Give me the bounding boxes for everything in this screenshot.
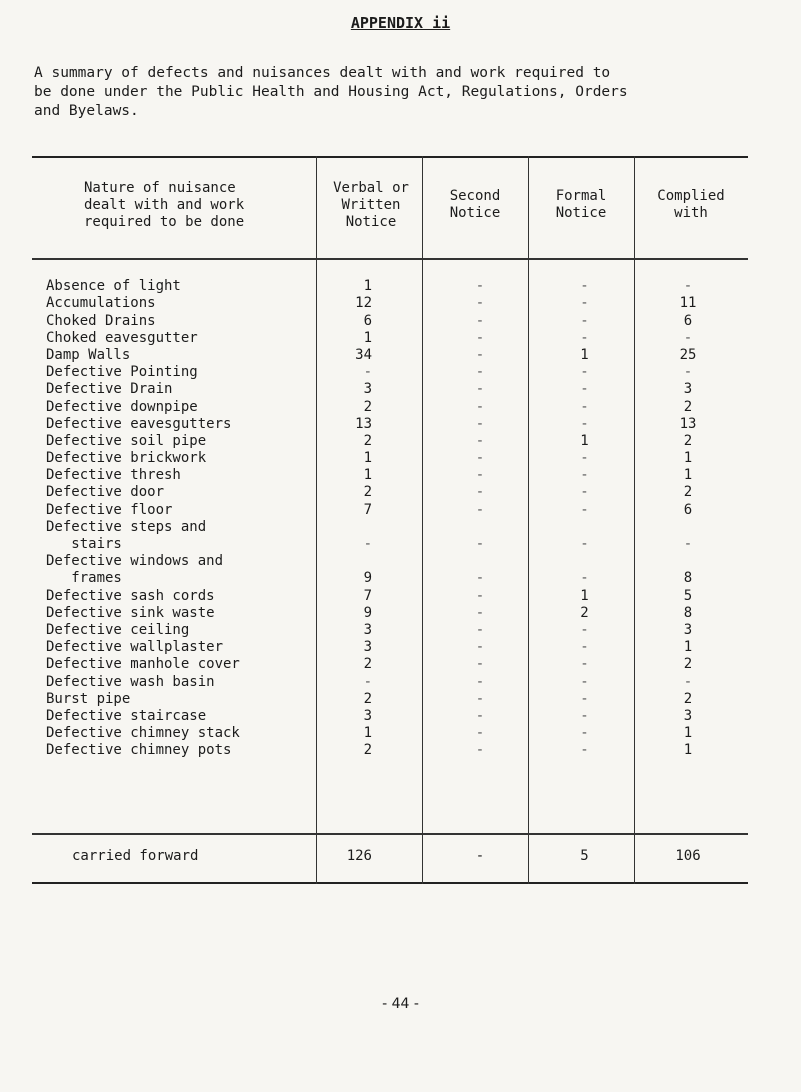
cell-verbal: 1	[363, 278, 372, 295]
cell-complied: 1	[683, 725, 693, 742]
cell-verbal: 2	[363, 432, 372, 449]
cell-complied: 11	[679, 295, 697, 312]
cell-nature: Defective staircase	[46, 707, 207, 724]
cell-nature: Damp Walls	[46, 346, 131, 363]
cell-verbal: 3	[363, 707, 372, 724]
cell-nature: Defective door	[46, 484, 165, 501]
cell-second: -	[475, 329, 485, 346]
cell-second: -	[475, 536, 485, 553]
cell-nature: Defective steps and stairs	[46, 519, 207, 553]
cell-verbal: 1	[363, 725, 372, 742]
cell-complied: 3	[683, 621, 693, 638]
cell-complied: -	[683, 364, 693, 381]
cell-formal: -	[580, 364, 589, 381]
cell-nature: Defective Drain	[46, 381, 173, 398]
cell-complied: 1	[683, 639, 693, 656]
cell-nature: Burst pipe	[46, 690, 131, 707]
cell-second: -	[475, 707, 485, 724]
cell-verbal: 13	[355, 415, 372, 432]
table-row	[32, 519, 748, 553]
cell-second: -	[475, 604, 485, 621]
cell-nature: Defective downpipe	[46, 398, 198, 415]
cell-verbal: -	[363, 673, 372, 690]
cell-verbal: 2	[363, 656, 372, 673]
cell-formal: -	[580, 639, 589, 656]
totals-label: carried forward	[72, 848, 199, 864]
table-row	[32, 450, 748, 467]
cell-complied: 2	[683, 656, 693, 673]
table-row	[32, 656, 748, 673]
cell-nature: Defective sink waste	[46, 604, 215, 621]
cell-complied: 1	[683, 467, 693, 484]
cell-complied: 2	[683, 484, 693, 501]
cell-second: -	[475, 742, 485, 759]
table-row	[32, 553, 748, 587]
table-row	[32, 330, 748, 347]
table-row	[32, 433, 748, 450]
table-row	[32, 708, 748, 725]
cell-complied: 2	[683, 398, 693, 415]
cell-verbal: 9	[363, 570, 372, 587]
cell-complied: 2	[683, 690, 693, 707]
cell-formal: -	[580, 656, 589, 673]
cell-verbal: -	[363, 536, 372, 553]
table-row	[32, 278, 748, 295]
cell-formal: -	[580, 570, 589, 587]
totals-row	[32, 848, 748, 868]
cell-nature: Defective manhole cover	[46, 656, 240, 673]
cell-complied: 3	[683, 381, 693, 398]
cell-second: -	[475, 570, 485, 587]
cell-second: -	[475, 432, 485, 449]
table-row	[32, 398, 748, 415]
cell-nature: Defective wallplaster	[46, 639, 224, 656]
header-divider	[32, 258, 748, 260]
cell-complied: 8	[683, 604, 693, 621]
cell-nature: Defective floor	[46, 501, 173, 518]
cell-verbal: 1	[363, 450, 372, 467]
cell-second: -	[475, 381, 485, 398]
cell-formal: -	[580, 690, 589, 707]
cell-second: -	[475, 673, 485, 690]
cell-nature: Defective sash cords	[46, 587, 215, 604]
cell-formal: -	[580, 295, 589, 312]
table-row	[32, 622, 748, 639]
header-formal: Formal Notice	[555, 188, 607, 221]
header-nature: Nature of nuisance dealt with and work required to be done	[84, 180, 245, 230]
cell-second: -	[475, 450, 485, 467]
table-row	[32, 312, 748, 329]
cell-nature: Choked eavesgutter	[46, 329, 198, 346]
cell-complied: 6	[683, 501, 693, 518]
cell-verbal: 1	[363, 329, 372, 346]
page-number: - 44 -	[382, 996, 419, 1012]
cell-second: -	[475, 621, 485, 638]
cell-second: -	[475, 725, 485, 742]
cell-second: -	[475, 312, 485, 329]
cell-second: -	[475, 467, 485, 484]
cell-nature: Defective chimney pots	[46, 742, 232, 759]
cell-verbal: 2	[363, 398, 372, 415]
cell-complied: 2	[683, 432, 693, 449]
table-row	[32, 673, 748, 690]
cell-complied: -	[683, 278, 693, 295]
cell-complied: 25	[679, 346, 697, 363]
cell-nature: Accumulations	[46, 295, 156, 312]
cell-verbal: 1	[363, 467, 372, 484]
table-row	[32, 381, 748, 398]
totals-second: -	[475, 848, 485, 864]
defects-table	[32, 156, 748, 884]
appendix-heading: APPENDIX ii	[350, 14, 451, 32]
cell-formal: -	[580, 329, 589, 346]
cell-verbal: 6	[363, 312, 372, 329]
cell-second: -	[475, 398, 485, 415]
cell-verbal: 3	[363, 381, 372, 398]
table-row	[32, 587, 748, 604]
cell-formal: -	[580, 415, 589, 432]
cell-second: -	[475, 587, 485, 604]
cell-formal: -	[580, 742, 589, 759]
cell-nature: Defective wash basin	[46, 673, 215, 690]
table-row	[32, 742, 748, 759]
cell-formal: -	[580, 501, 589, 518]
cell-second: -	[475, 346, 485, 363]
cell-verbal: 2	[363, 690, 372, 707]
table-row	[32, 691, 748, 708]
cell-second: -	[475, 278, 485, 295]
cell-second: -	[475, 364, 485, 381]
table-row	[32, 467, 748, 484]
cell-formal: 1	[580, 432, 589, 449]
table-row	[32, 484, 748, 501]
cell-second: -	[475, 690, 485, 707]
cell-nature: Defective chimney stack	[46, 725, 240, 742]
cell-formal: -	[580, 381, 589, 398]
cell-formal: -	[580, 467, 589, 484]
table-row	[32, 416, 748, 433]
cell-formal: 1	[580, 587, 589, 604]
cell-second: -	[475, 656, 485, 673]
cell-complied: -	[683, 329, 693, 346]
cell-formal: 2	[580, 604, 589, 621]
cell-nature: Defective Pointing	[46, 364, 198, 381]
table-row	[32, 725, 748, 742]
cell-formal: -	[580, 621, 589, 638]
cell-nature: Defective windows and frames	[46, 553, 224, 587]
cell-second: -	[475, 501, 485, 518]
cell-verbal: 7	[363, 501, 372, 518]
totals-divider	[32, 833, 748, 835]
table-row	[32, 364, 748, 381]
cell-nature: Absence of light	[46, 278, 181, 295]
cell-formal: -	[580, 707, 589, 724]
cell-verbal: 7	[363, 587, 372, 604]
cell-nature: Choked Drains	[46, 312, 156, 329]
totals-formal: 5	[580, 848, 589, 864]
table-row	[32, 605, 748, 622]
cell-complied: 13	[679, 415, 697, 432]
cell-formal: -	[580, 484, 589, 501]
cell-second: -	[475, 639, 485, 656]
cell-second: -	[475, 415, 485, 432]
cell-second: -	[475, 484, 485, 501]
cell-verbal: -	[363, 364, 372, 381]
cell-formal: -	[580, 312, 589, 329]
cell-verbal: 3	[363, 639, 372, 656]
table-row	[32, 501, 748, 518]
cell-nature: Defective thresh	[46, 467, 181, 484]
cell-formal: -	[580, 673, 589, 690]
cell-nature: Defective brickwork	[46, 450, 207, 467]
cell-formal: 1	[580, 346, 589, 363]
cell-verbal: 3	[363, 621, 372, 638]
cell-verbal: 12	[355, 295, 372, 312]
cell-formal: -	[580, 725, 589, 742]
cell-complied: 5	[683, 587, 693, 604]
cell-nature: Defective eavesgutters	[46, 415, 232, 432]
totals-complied: 106	[675, 848, 701, 864]
cell-nature: Defective ceiling	[46, 621, 190, 638]
header-verbal: Verbal or Written Notice	[333, 180, 409, 230]
cell-formal: -	[580, 398, 589, 415]
cell-complied: 3	[683, 707, 693, 724]
totals-verbal: 126	[346, 848, 372, 864]
cell-nature: Defective soil pipe	[46, 432, 207, 449]
cell-verbal: 9	[363, 604, 372, 621]
table-body	[32, 278, 748, 759]
cell-complied: 8	[683, 570, 693, 587]
cell-complied: 1	[683, 742, 693, 759]
cell-verbal: 2	[363, 484, 372, 501]
table-row	[32, 639, 748, 656]
cell-verbal: 34	[355, 346, 372, 363]
cell-verbal: 2	[363, 742, 372, 759]
cell-formal: -	[580, 450, 589, 467]
cell-complied: 6	[683, 312, 693, 329]
table-row	[32, 295, 748, 312]
cell-complied: 1	[683, 450, 693, 467]
intro-paragraph: A summary of defects and nuisances dealt with and work required to be done under the Public Health and Housing Act, Regulations, Orders and Byelaws.	[34, 65, 628, 119]
header-second: Second Notice	[449, 188, 501, 221]
table-row	[32, 347, 748, 364]
cell-second: -	[475, 295, 485, 312]
cell-formal: -	[580, 536, 589, 553]
cell-formal: -	[580, 278, 589, 295]
header-complied: Complied with	[657, 188, 725, 221]
cell-complied: -	[683, 673, 693, 690]
cell-complied: -	[683, 536, 693, 553]
